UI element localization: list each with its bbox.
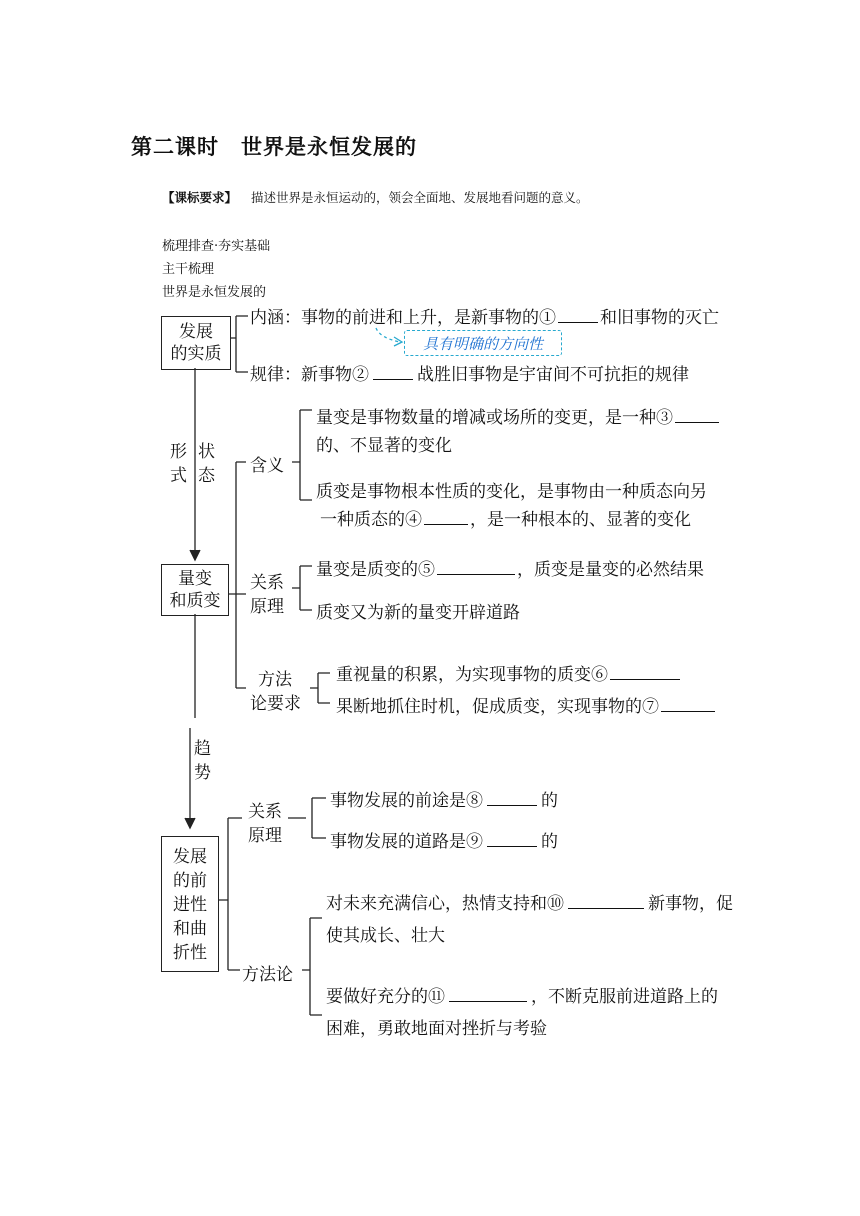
state-char-2: 态	[198, 466, 215, 486]
method-line-2	[336, 692, 715, 717]
method-label-2: 论要求	[250, 694, 301, 714]
quantitative-text-1: 量变是事物数量的增减或场所的变更，是一种③	[316, 408, 673, 428]
blank-4[interactable]	[424, 510, 468, 525]
relation2-line-1	[330, 786, 558, 811]
requirement-text: 描述世界是永恒运动的，领会全面地、发展地看问题的意义。	[251, 190, 589, 205]
blank-10[interactable]	[568, 894, 644, 909]
form-char-1: 形	[170, 442, 187, 462]
law-line	[250, 360, 689, 385]
qualitative-text-2a: 一种质态的④	[320, 510, 422, 530]
blank-1[interactable]	[558, 308, 598, 323]
page-title: 第二课时 世界是永恒发展的	[131, 135, 417, 159]
trend-char-2: 势	[194, 763, 211, 783]
trend-char-1: 趋	[194, 739, 211, 759]
blank-6[interactable]	[610, 665, 680, 680]
form-char-2: 式	[170, 466, 187, 486]
requirement-label: 【课标要求】	[162, 190, 238, 205]
blank-2[interactable]	[373, 365, 413, 380]
method-label-1: 方法	[258, 670, 292, 690]
methodology-text-2a: 要做好充分的⑪	[326, 987, 445, 1007]
handwritten-annotation: 具有明确的方向性	[404, 330, 562, 356]
relation2-text-1a: 事物发展的前途是⑧	[330, 791, 483, 811]
method-line-1	[336, 660, 680, 685]
relation2-label-1: 关系	[248, 802, 282, 822]
methodology-text-1b: 新事物，促	[648, 894, 733, 914]
relation2-label-2: 原理	[248, 826, 282, 846]
quantitative-line-2: 的、不显著的变化	[316, 436, 452, 456]
connotation-text: 事物的前进和上升，是新事物的①	[301, 308, 556, 328]
meaning-label: 含义	[250, 456, 284, 476]
section-heading: 梳理排查·夯实基础	[162, 239, 271, 254]
progress-and-twists-box: 发展 的前 进性 和曲 折性	[161, 836, 219, 972]
subsection-heading: 主干梳理	[162, 262, 215, 277]
methodology-line-2: 使其成长、壮大	[326, 926, 445, 946]
blank-7[interactable]	[661, 697, 715, 712]
blank-11[interactable]	[449, 987, 527, 1002]
topic-heading: 世界是永恒发展的	[162, 285, 267, 300]
methodology-text-2b: ，不断克服前进道路上的	[531, 987, 718, 1007]
connotation-label: 内涵：	[250, 308, 301, 328]
quantitative-line-1	[316, 403, 719, 428]
law-text: 新事物②	[301, 365, 369, 385]
relation2-text-2a: 事物发展的道路是⑨	[330, 832, 483, 852]
blank-5[interactable]	[437, 560, 515, 575]
methodology-label: 方法论	[242, 965, 293, 985]
law-label: 规律：	[250, 365, 301, 385]
state-char-1: 状	[198, 442, 215, 462]
relation-text-1b: ，质变是量变的必然结果	[517, 560, 704, 580]
qualitative-line-1: 质变是事物根本性质的变化，是事物由一种质态向另	[316, 482, 707, 502]
relation2-line-2	[330, 827, 558, 852]
essence-of-development-box: 发展 的实质	[161, 316, 231, 370]
law-tail: 战胜旧事物是宇宙间不可抗拒的规律	[417, 365, 689, 385]
methodology-text-1a: 对未来充满信心，热情支持和⑩	[326, 894, 564, 914]
relation2-text-1b: 的	[541, 791, 558, 811]
relation2-text-2b: 的	[541, 832, 558, 852]
method-text-2: 果断地抓住时机，促成质变，实现事物的⑦	[336, 697, 659, 717]
methodology-line-4: 困难，勇敢地面对挫折与考验	[326, 1019, 547, 1039]
qualitative-line-2	[320, 505, 691, 530]
relation-line-2: 质变又为新的量变开辟道路	[316, 603, 520, 623]
method-text-1: 重视量的积累，为实现事物的质变⑥	[336, 665, 608, 685]
methodology-line-3	[326, 982, 718, 1007]
blank-8[interactable]	[487, 791, 537, 806]
quantitative-qualitative-change-box: 量变 和质变	[161, 564, 229, 616]
connotation-line	[250, 303, 719, 328]
qualitative-text-2b: ，是一种根本的、显著的变化	[470, 510, 691, 530]
relation-label-2: 原理	[250, 597, 284, 617]
connotation-tail: 和旧事物的灭亡	[600, 308, 719, 328]
relation-text-1a: 量变是质变的⑤	[316, 560, 435, 580]
blank-9[interactable]	[487, 832, 537, 847]
relation-line-1	[316, 555, 704, 580]
methodology-line-1	[326, 889, 733, 914]
relation-label-1: 关系	[250, 573, 284, 593]
blank-3[interactable]	[675, 408, 719, 423]
